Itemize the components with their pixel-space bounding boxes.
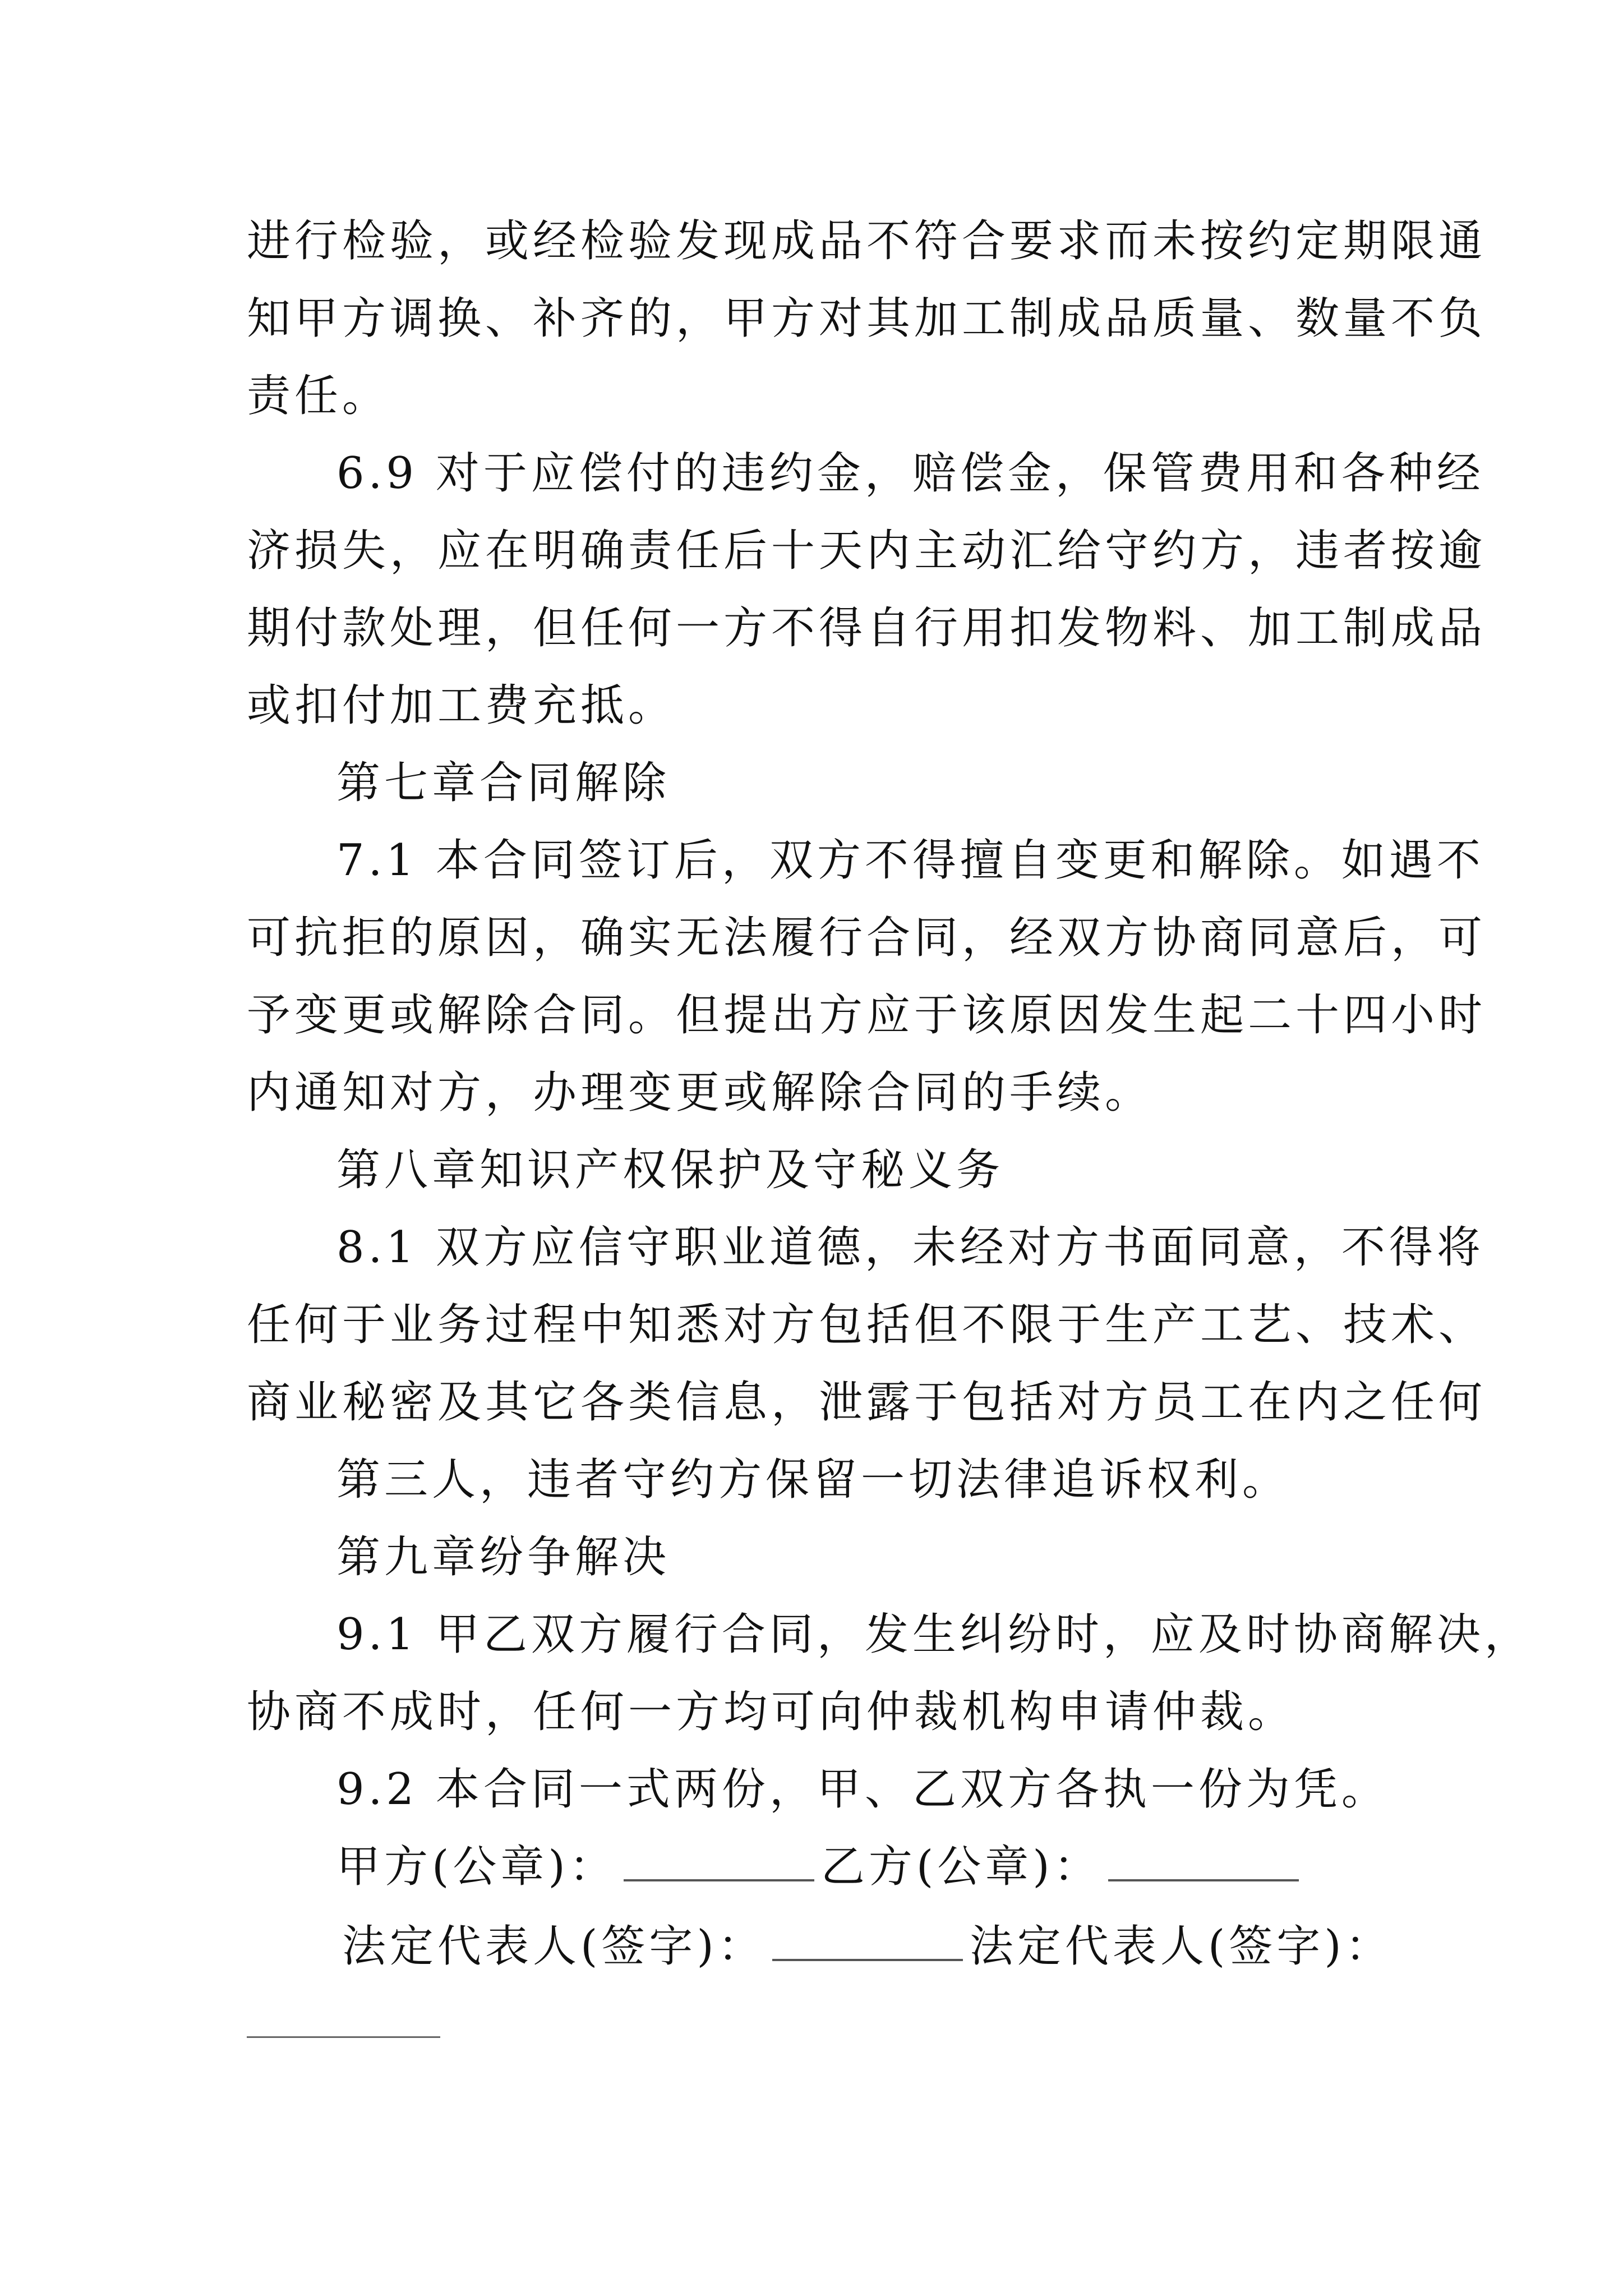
party-a-seal-label: 甲方(公章)： xyxy=(336,1842,617,1892)
text-line: 责任。 xyxy=(247,371,390,421)
text-line: 任何于业务过程中知悉对方包括但不限于生产工艺、技术、 xyxy=(247,1300,1487,1350)
text-line: 期付款处理，但任何一方不得自行用扣发物料、加工制成品 xyxy=(247,603,1487,654)
party-b-seal-label: 乙方(公章)： xyxy=(820,1842,1101,1892)
clause-7-1: 7.1 本合同签订后，双方不得擅自变更和解除。如遇不 xyxy=(336,835,1484,886)
text-line: 济损失，应在明确责任后十天内主动汇给守约方，违者按逾 xyxy=(247,526,1487,576)
chapter-7-heading: 第七章合同解除 xyxy=(336,758,671,808)
footnote-separator xyxy=(247,2036,440,2038)
text-line: 进行检验，或经检验发现成品不符合要求而未按约定期限通 xyxy=(247,216,1487,266)
clause-8-1: 8.1 双方应信守职业道德，未经对方书面同意，不得将 xyxy=(336,1222,1484,1273)
text-line: 内通知对方，办理变更或解除合同的手续。 xyxy=(247,1068,1153,1118)
rep-a-blank xyxy=(772,1959,963,1961)
representative-row xyxy=(342,1918,1393,1975)
seal-row xyxy=(336,1839,1306,1895)
clause-9-2: 9.2 本合同一式两份，甲、乙双方各执一份为凭。 xyxy=(336,1764,1389,1815)
text-line: 予变更或解除合同。但提出方应于该原因发生起二十四小时 xyxy=(247,990,1487,1041)
chapter-9-heading: 第九章纷争解决 xyxy=(336,1532,671,1582)
chapter-8-heading: 第八章知识产权保护及守秘义务 xyxy=(336,1145,1004,1195)
text-line: 可抗拒的原因，确实无法履行合同，经双方协商同意后，可 xyxy=(247,913,1487,963)
text-line: 第三人，违者守约方保留一切法律追诉权利。 xyxy=(336,1455,1290,1505)
rep-b-label: 法定代表人(签字)： xyxy=(969,1921,1393,1972)
text-line: 或扣付加工费充抵。 xyxy=(247,680,676,731)
text-line: 商业秘密及其它各类信息，泄露于包括对方员工在内之任何 xyxy=(247,1377,1487,1428)
party-a-seal-blank xyxy=(624,1879,814,1881)
clause-9-1: 9.1 甲乙双方履行合同，发生纠纷时，应及时协商解决， xyxy=(336,1609,1532,1660)
text-line: 协商不成时，任何一方均可向仲裁机构申请仲裁。 xyxy=(247,1687,1296,1737)
clause-6-9: 6.9 对于应偿付的违约金，赔偿金，保管费用和各种经 xyxy=(336,448,1484,499)
rep-a-label: 法定代表人(签字)： xyxy=(342,1921,766,1972)
party-b-seal-blank xyxy=(1108,1879,1299,1881)
text-line: 知甲方调换、补齐的，甲方对其加工制成品质量、数量不负 xyxy=(247,293,1487,344)
